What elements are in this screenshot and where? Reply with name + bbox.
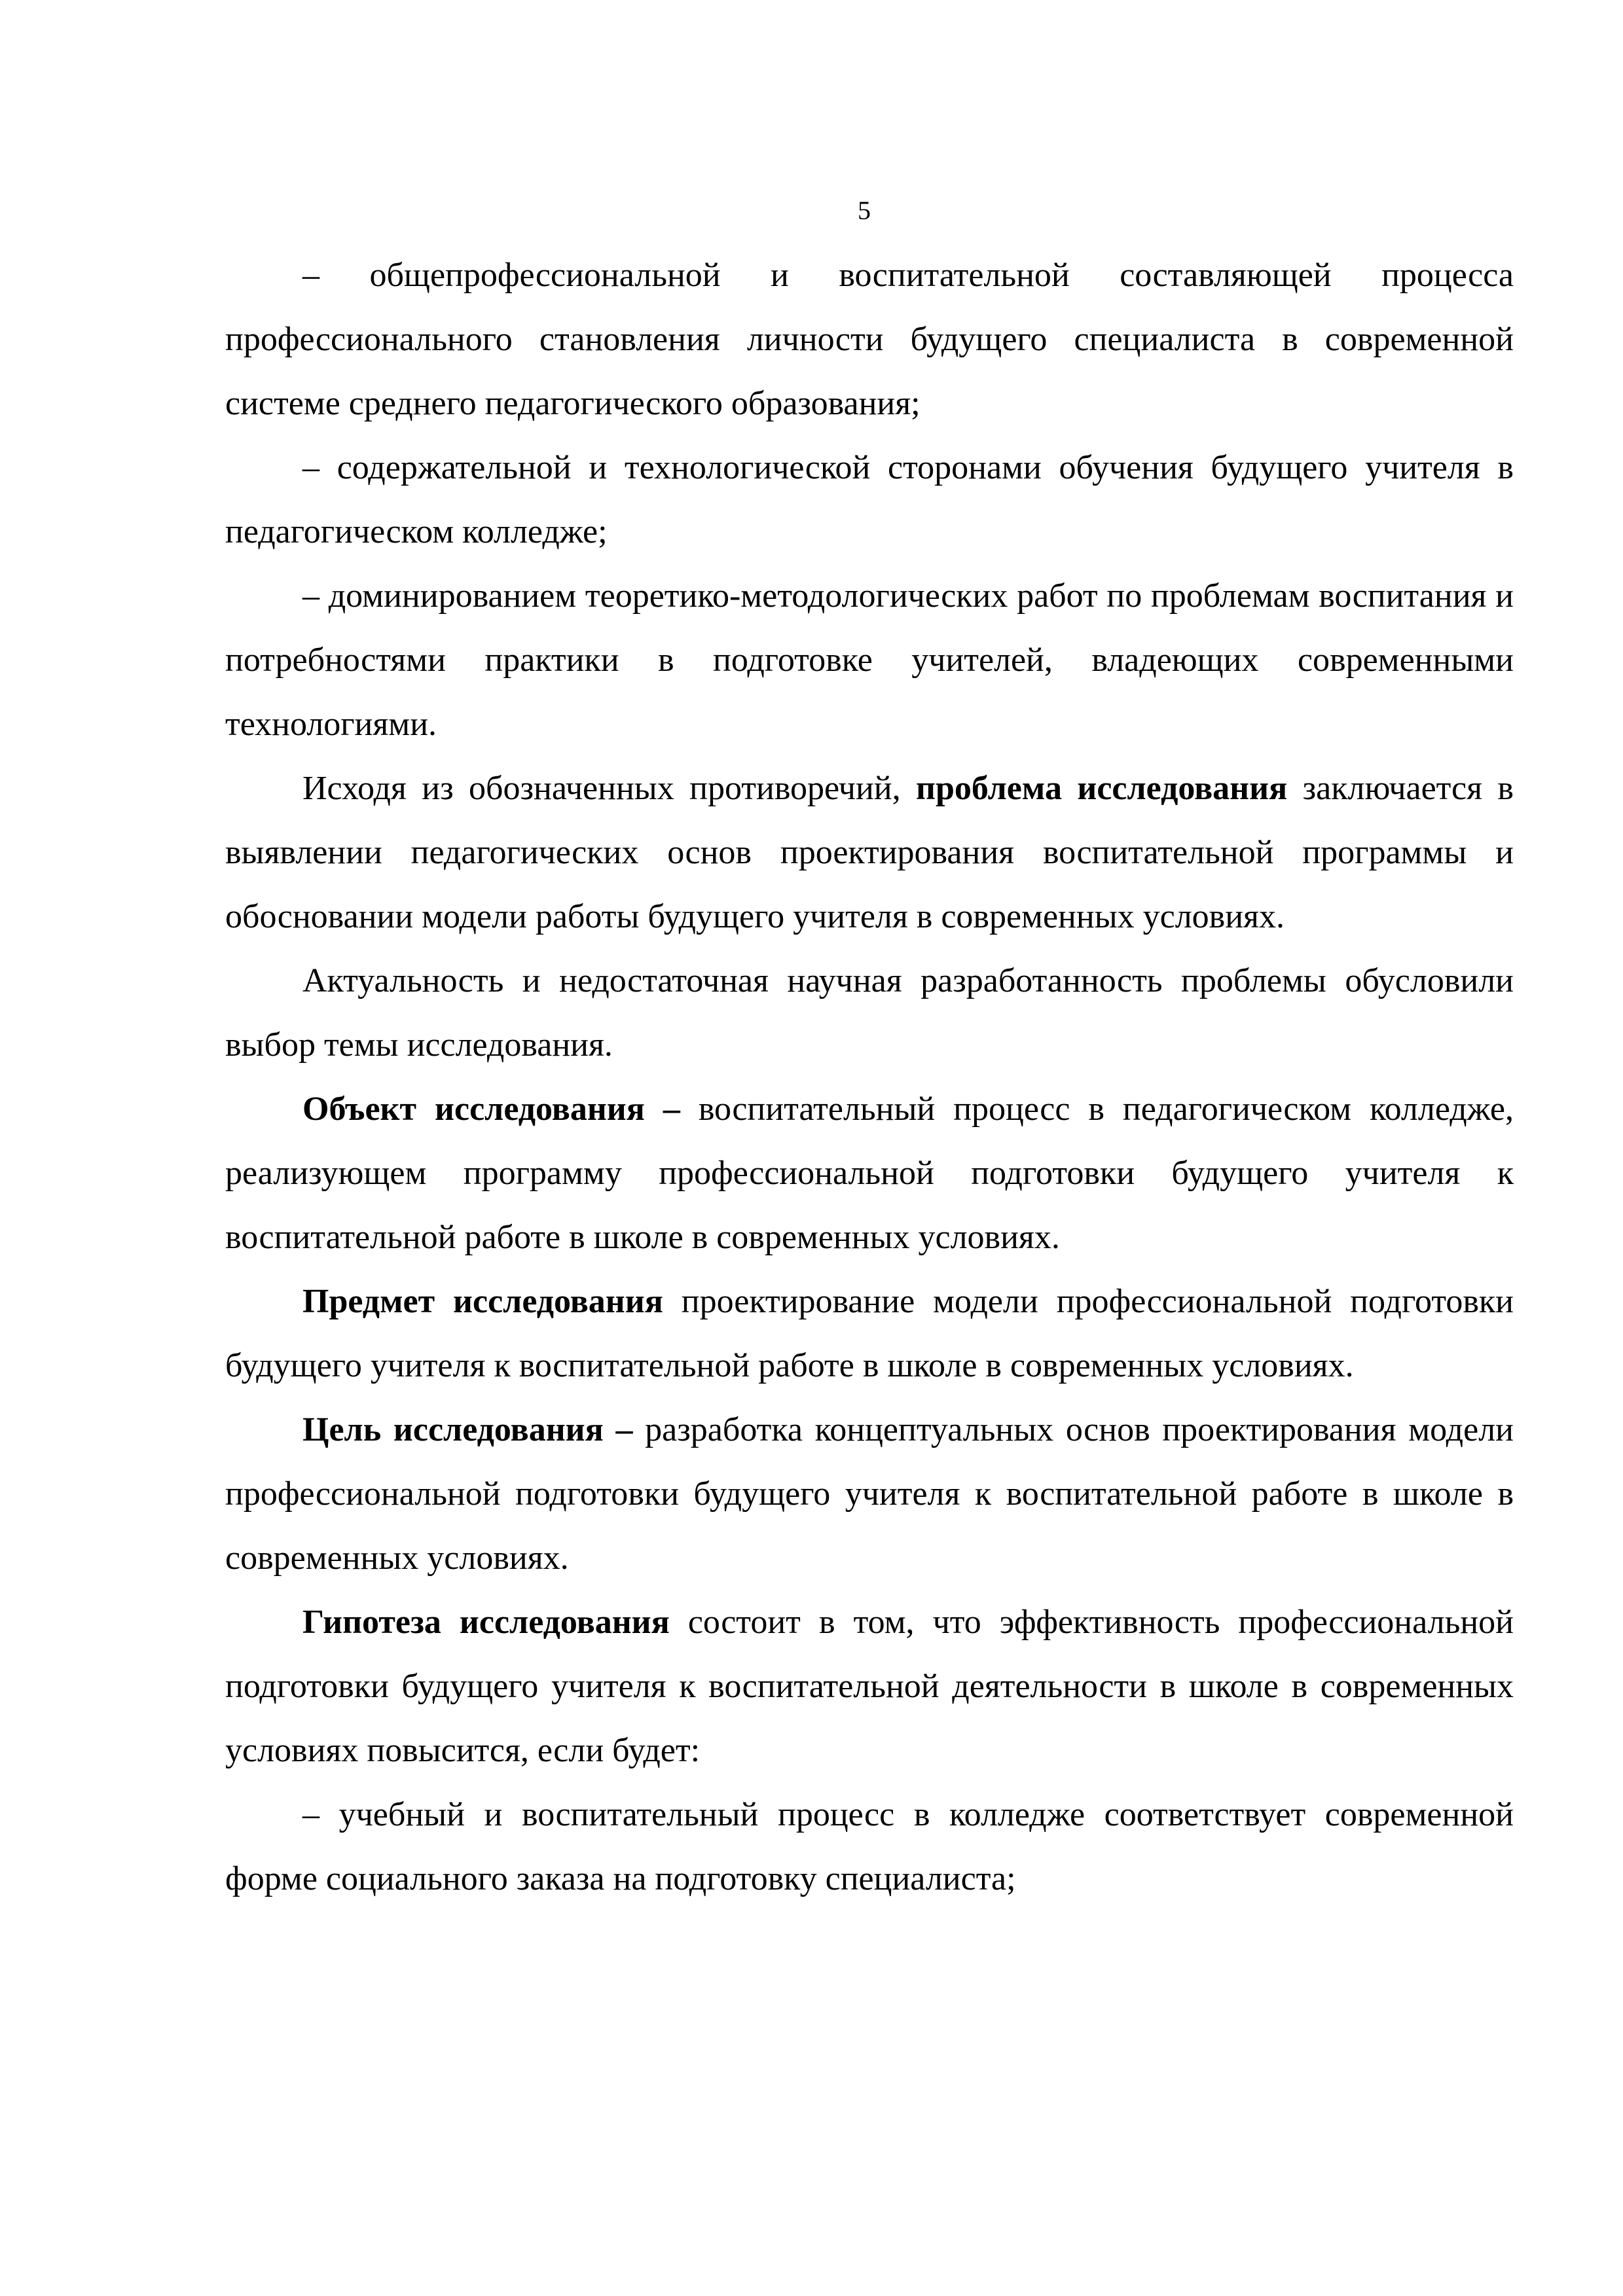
hypothesis-description: состоит в том, что эффективность профессиональной подготовки будущего учителя к воспитательной деятельности в школе в современных условиях повысится, если будет: (225, 1604, 1514, 1769)
paragraph-hypothesis-condition-1: – учебный и воспитательный процесс в колледже соответствует современной форме социального заказа на подготовку специалиста; (225, 1796, 1514, 1897)
subject-description: проектирование модели профессиональной подготовки будущего учителя к воспитательной работе в школе в современных условиях. (225, 1283, 1514, 1384)
goal-description: разработка концептуальных основ проектирования модели профессиональной подготовки будущего учителя к воспитательной работе в школе в современных условиях. (225, 1411, 1514, 1577)
hypothesis-term: Гипотеза исследования (302, 1604, 670, 1641)
paragraph-relevance: Актуальность и недостаточная научная разработанность проблемы обусловили выбор темы исследования. (225, 962, 1514, 1064)
paragraph-contradiction-2: – содержательной и технологической сторонами обучения будущего учителя в педагогическом колледже; (225, 449, 1514, 550)
paragraph-contradiction-1: – общепрофессиональной и воспитательной составляющей процесса профессионального становления личности будущего специалиста в современной системе среднего педагогического образования; (225, 257, 1514, 422)
object-term: Объект исследования – (302, 1090, 680, 1128)
problem-term: проблема исследования (916, 770, 1288, 807)
paragraph-contradiction-3: – доминированием теоретико-методологических работ по проблемам воспитания и потребностями практики в подготовке учителей, владеющих современными технологиями. (225, 577, 1514, 743)
page-number: 5 (858, 196, 871, 225)
paragraph-research-object (225, 1077, 1514, 1270)
paragraph-research-hypothesis (225, 1590, 1514, 1783)
document-body (225, 243, 1514, 1911)
paragraph-research-goal (225, 1398, 1514, 1590)
paragraph-research-problem (225, 757, 1514, 949)
problem-description: заключается в выявлении педагогических основ проектирования воспитательной программы и обосновании модели работы будущего учителя в современных условиях. (225, 770, 1514, 935)
problem-intro-text: Исходя из обозначенных противоречий, (302, 770, 917, 807)
paragraph-research-subject (225, 1270, 1514, 1398)
goal-term: Цель исследования – (302, 1411, 633, 1448)
subject-term: Предмет исследования (302, 1283, 663, 1320)
object-description: воспитательный процесс в педагогическом колледже, реализующем программу профессиональной подготовки будущего учителя к воспитательной работе в школе в современных условиях. (225, 1090, 1514, 1256)
